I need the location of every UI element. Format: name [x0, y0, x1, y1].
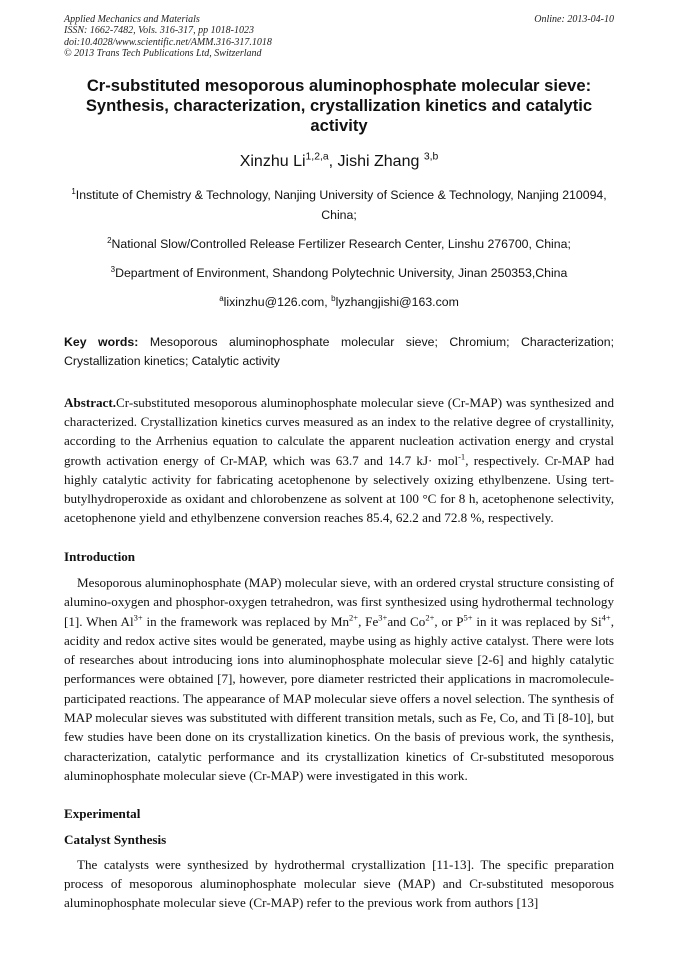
introduction-paragraph: [64, 573, 614, 785]
affiliation-text: Department of Environment, Shandong Polytechnic University, Jinan 250353,China: [115, 265, 568, 280]
keywords-label: Key words:: [64, 334, 139, 349]
copyright-line: © 2013 Trans Tech Publications Ltd, Switzerland: [64, 48, 262, 60]
intro-text: and Co: [387, 613, 426, 629]
affiliation-3: [64, 263, 614, 283]
affiliation-superscript: 3: [110, 264, 116, 274]
affiliation-text: National Slow/Controlled Release Fertilizer Research Center, Linshu 276700, China;: [111, 236, 571, 251]
intro-text: in the framework was replaced by Mn: [142, 613, 350, 629]
author-name: Jishi Zhang: [337, 152, 420, 170]
journal-name: Applied Mechanics and Materials: [64, 14, 200, 25]
issn-line: ISSN: 1662-7482, Vols. 316-317, pp 1018-1023: [64, 25, 254, 37]
paper-title: [64, 76, 614, 136]
journal-header: [64, 14, 614, 60]
keywords-text: Mesoporous aluminophosphate molecular sieve; Chromium; Characterization; Crystallization kinetics; Catalytic activity: [64, 334, 614, 368]
introduction-heading: Introduction: [64, 548, 136, 564]
intro-text: Mesoporous aluminophosphate (MAP) molecular sieve, with an ordered crystal structure consisting of alumino-oxygen and phosphor-oxygen tetrahedron, was first synthesized using hydrothermal technology [1]. When Al: [64, 575, 614, 629]
email-superscript: a: [219, 293, 224, 303]
affiliation-2: [64, 234, 614, 254]
email-text: lyzhangjishi@163.com: [335, 294, 459, 309]
author-separator: ,: [328, 152, 338, 170]
author-superscript: 1,2,a: [305, 151, 329, 163]
intro-superscript: 5+: [463, 612, 473, 623]
title-line-2: Synthesis, characterization, crystallization kinetics and catalytic activity: [85, 95, 593, 135]
abstract-label: Abstract.: [64, 394, 116, 410]
intro-superscript: 3+: [378, 612, 388, 623]
affiliation-superscript: 1: [71, 186, 76, 196]
author-name: Xinzhu Li: [239, 152, 306, 170]
catalyst-synthesis-paragraph: The catalysts were synthesized by hydrothermal crystallization [11-13]. The specific preparation process of mesoporous aluminophosphate molecular sieve (MAP) and Cr-substituted mesoporous aluminophosphate molecular sieve (Cr-MAP) refer to the previous work from authors [13]: [64, 856, 614, 911]
email-superscript: b: [331, 293, 336, 303]
keywords: [64, 333, 614, 371]
author-superscript: 3,b: [423, 151, 439, 163]
affiliation-1: [64, 185, 614, 225]
abstract: [64, 393, 614, 528]
intro-superscript: 2+: [425, 612, 435, 623]
paper-page: [64, 14, 614, 913]
affiliation-superscript: 2: [107, 235, 112, 245]
abstract-text: , respectively. Cr-MAP had highly catalytic activity for fabricating acetophenone by selectively oxizing ethylbenzene. Using tert-butylhydroperoxide as oxidant and chlorobenzene as solvent at 100 °C for 8 h, acetophenone selectivity, acetophenone yield and ethylbenzene conversion reaches 85.4, 62.2 and 72.8 %, respectively.: [64, 452, 615, 526]
abstract-superscript: -1: [458, 451, 466, 462]
catalyst-synthesis-heading: Catalyst Synthesis: [64, 831, 167, 847]
author-emails: [64, 292, 614, 312]
experimental-heading: Experimental: [64, 806, 141, 822]
intro-text: in it was replaced by Si: [472, 613, 602, 629]
intro-superscript: 3+: [133, 612, 143, 623]
intro-text: , acidity and redox active sites would be generated, maybe using as highly active catalyst. There were lots of researches about introducing ions into aluminophosphate molecular sieve [2-6] and highly catalytic performances were obtained [7], however, pore diameter restricted their applications in macromolecule-participated reactions. The appearance of MAP molecular sieve offers a novel selection. The synthesis of MAP molecular sieves was substituted with different transition metals, such as Fe, Co, and Ti [8-10], but few studies have been done on its crystallization kinetics. On the basis of previous work, the synthesis, characterization, catalytic performance and its crystallization kinetics of Cr-substituted mesoporous aluminophosphate molecular sieve (Cr-MAP) were investigated in this work.: [64, 613, 614, 783]
intro-superscript: 4+: [601, 612, 611, 623]
author-list: [64, 152, 614, 172]
email-text: lixinzhu@126.com,: [223, 294, 332, 309]
intro-superscript: 2+: [349, 612, 359, 623]
online-date: Online: 2013-04-10: [534, 14, 614, 25]
intro-text: , Fe: [358, 613, 379, 629]
title-line-1: Cr-substituted mesoporous aluminophosphate molecular sieve:: [86, 75, 592, 95]
intro-text: , or P: [434, 613, 464, 629]
doi-line: doi:10.4028/www.scientific.net/AMM.316-317.1018: [64, 36, 272, 48]
affiliation-text: Institute of Chemistry & Technology, Nanjing University of Science & Technology, Nanjing 210094, China;: [75, 187, 607, 222]
abstract-text: Cr-substituted mesoporous aluminophosphate molecular sieve (Cr-MAP) was synthesized and characterized. Crystallization kinetics curves measured as an index to the relative degree of crystallinity, according to the Arrhenius equation to calculate the apparent nucleation activation energy and crystal growth activation energy of Cr-MAP, which was 63.7 and 14.7 kJ· mol: [64, 394, 614, 468]
